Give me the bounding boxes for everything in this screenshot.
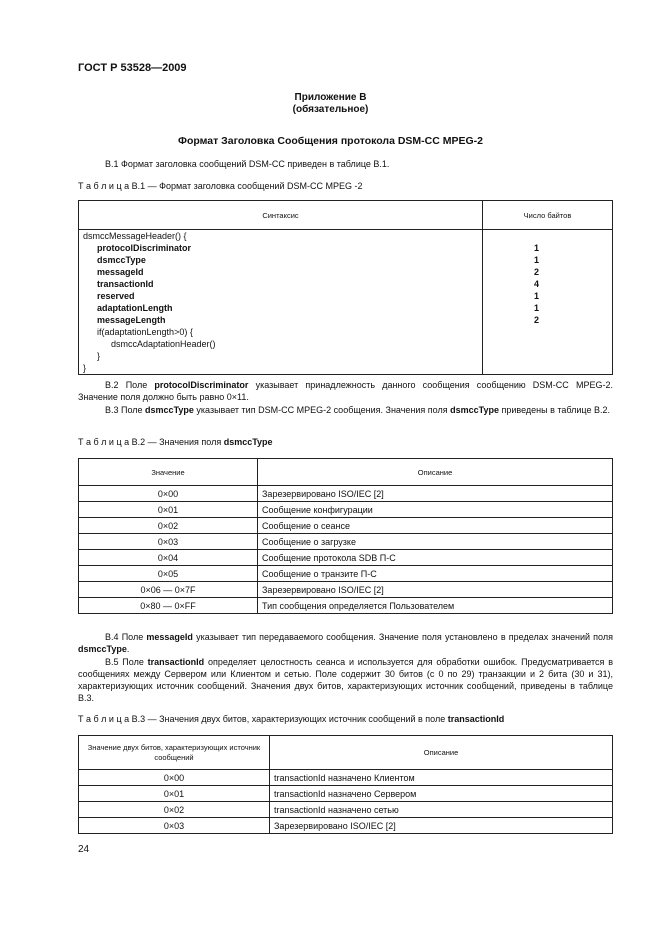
syntax-line: dsmccAdaptationHeader() [111, 339, 216, 349]
byte-count [487, 362, 586, 374]
column-header-description: Описание [270, 736, 613, 770]
byte-count: 1 [533, 303, 539, 313]
description-cell: Сообщение о сеансе [258, 518, 613, 534]
text-fragment: указывает тип передаваемого сообщения. Значение поля установлено в пределах значений поля [192, 632, 613, 642]
syntax-line: protocolDiscriminator [97, 243, 192, 253]
table-row [79, 486, 613, 502]
value-cell: 0×00 [79, 486, 258, 502]
column-header-value: Значение двух битов, характеризующих источник сообщений [79, 736, 270, 770]
byte-count [487, 326, 586, 338]
description-cell: Сообщение о транзите П-С [258, 566, 613, 582]
syntax-line: } [97, 351, 101, 361]
text-fragment: В.2 Поле [105, 380, 155, 390]
syntax-line: messageLength [97, 315, 166, 325]
syntax-line: reserved [97, 291, 135, 301]
table-b3 [78, 735, 613, 834]
table3-caption [78, 714, 504, 724]
text-fragment: В.4 Поле [105, 632, 147, 642]
description-cell: transactionId назначено сетью [270, 802, 613, 818]
text-fragment: указывает принадлежность данного сообщения сообщению DSM-CC MPEG-2. Значение поля должно быть равно 0×11. [78, 380, 613, 402]
byte-count: 1 [533, 243, 539, 253]
paragraph-b4 [78, 631, 613, 655]
appendix-title: Приложение В [294, 92, 367, 103]
syntax-cell [79, 230, 483, 375]
description-cell: Зарезервировано ISO/IEC [2] [258, 582, 613, 598]
syntax-line: adaptationLength [97, 303, 173, 313]
byte-count [487, 338, 586, 350]
field-name: protocolDiscriminator [154, 380, 249, 390]
field-name: dsmccType [145, 405, 194, 415]
appendix-status: (обязательное) [292, 104, 369, 115]
text-fragment: определяет целостность сеанса и используется для обработки ошибок. Предусматривается в сообщениях между Сервером или Клиентом и сетью. Поле содержит 30 битов (с 0 по 29) транзакции и 2 бита (30 и 31), характеризующих источник сообщений. Значения двух битов, характеризующих источник сообщений, приведены в таблице В.3. [78, 657, 614, 703]
syntax-line: if(adaptationLength>0) { [97, 327, 193, 337]
table-row [79, 566, 613, 582]
byte-count [487, 230, 586, 242]
text-fragment: Т а б л и ц а В.2 — Значения поля [78, 437, 224, 447]
table-row [79, 786, 613, 802]
description-cell: transactionId назначено Клиентом [270, 770, 613, 786]
text-fragment: приведены в таблице В.2. [498, 405, 610, 415]
paragraph-b3 [78, 404, 613, 416]
table-row [79, 518, 613, 534]
description-cell: transactionId назначено Сервером [270, 786, 613, 802]
syntax-line: dsmccMessageHeader() { [83, 231, 187, 241]
bytes-cell [483, 230, 613, 375]
paragraph-b2 [78, 379, 613, 403]
table-row [79, 534, 613, 550]
text-fragment: указывает тип DSM-CC MPEG-2 сообщения. Значения поля [193, 405, 451, 415]
field-name: transactionId [447, 714, 505, 724]
value-cell: 0×02 [79, 802, 270, 818]
section-title: Формат Заголовка Сообщения протокола DSM-CC MPEG-2 [177, 135, 484, 147]
value-cell: 0×05 [79, 566, 258, 582]
table-b2 [78, 458, 613, 614]
byte-count: 2 [533, 315, 539, 325]
value-cell: 0×04 [79, 550, 258, 566]
description-cell: Сообщение протокола SDB П-С [258, 550, 613, 566]
description-cell: Зарезервировано ISO/IEC [2] [258, 486, 613, 502]
text-fragment: Т а б л и ц а В.3 — Значения двух битов, характеризующих источник сообщений в поле [78, 714, 448, 724]
byte-count [487, 350, 586, 362]
page-number: 24 [78, 844, 90, 855]
description-cell: Сообщение конфигурации [258, 502, 613, 518]
value-cell: 0×01 [79, 502, 258, 518]
table-b1 [78, 200, 613, 375]
byte-count: 1 [533, 255, 539, 265]
table-row [79, 818, 613, 834]
syntax-line: } [83, 363, 87, 373]
table-row [79, 582, 613, 598]
column-header-syntax: Синтаксис [79, 201, 483, 230]
field-name: dsmccType [223, 437, 273, 447]
syntax-line: transactionId [97, 279, 154, 289]
value-cell: 0×80 — 0×FF [79, 598, 258, 614]
value-cell: 0×06 — 0×7F [79, 582, 258, 598]
column-header-description: Описание [258, 459, 613, 486]
description-cell: Тип сообщения определяется Пользователем [258, 598, 613, 614]
text-fragment: В.5 Поле [105, 657, 148, 667]
byte-count: 4 [533, 279, 539, 289]
column-header-bytes: Число байтов [483, 201, 613, 230]
value-cell: 0×00 [79, 770, 270, 786]
syntax-line: messageId [97, 267, 144, 277]
value-cell: 0×01 [79, 786, 270, 802]
document-id: ГОСТ Р 53528—2009 [78, 62, 187, 74]
table-row [79, 550, 613, 566]
table-row [79, 502, 613, 518]
field-name: messageId [146, 632, 193, 642]
byte-count: 1 [533, 291, 539, 301]
paragraph-b5 [78, 656, 613, 704]
text-fragment: В.3 Поле [105, 405, 146, 415]
table-row [79, 770, 613, 786]
syntax-line: dsmccType [97, 255, 146, 265]
field-name: dsmccType [450, 405, 499, 415]
field-name: dsmccType [78, 644, 127, 654]
paragraph-b1: В.1 Формат заголовка сообщений DSM-CC приведен в таблице В.1. [105, 159, 390, 169]
table-row [79, 802, 613, 818]
column-header-value: Значение [79, 459, 258, 486]
field-name: transactionId [147, 657, 205, 667]
value-cell: 0×03 [79, 534, 258, 550]
text-fragment: . [126, 644, 130, 654]
value-cell: 0×02 [79, 518, 258, 534]
value-cell: 0×03 [79, 818, 270, 834]
table-row [79, 598, 613, 614]
description-cell: Сообщение о загрузке [258, 534, 613, 550]
table2-caption [78, 437, 273, 447]
description-cell: Зарезервировано ISO/IEC [2] [270, 818, 613, 834]
byte-count: 2 [533, 267, 539, 277]
table1-caption: Т а б л и ц а В.1 — Формат заголовка сообщений DSM-CC MPEG -2 [78, 181, 363, 191]
